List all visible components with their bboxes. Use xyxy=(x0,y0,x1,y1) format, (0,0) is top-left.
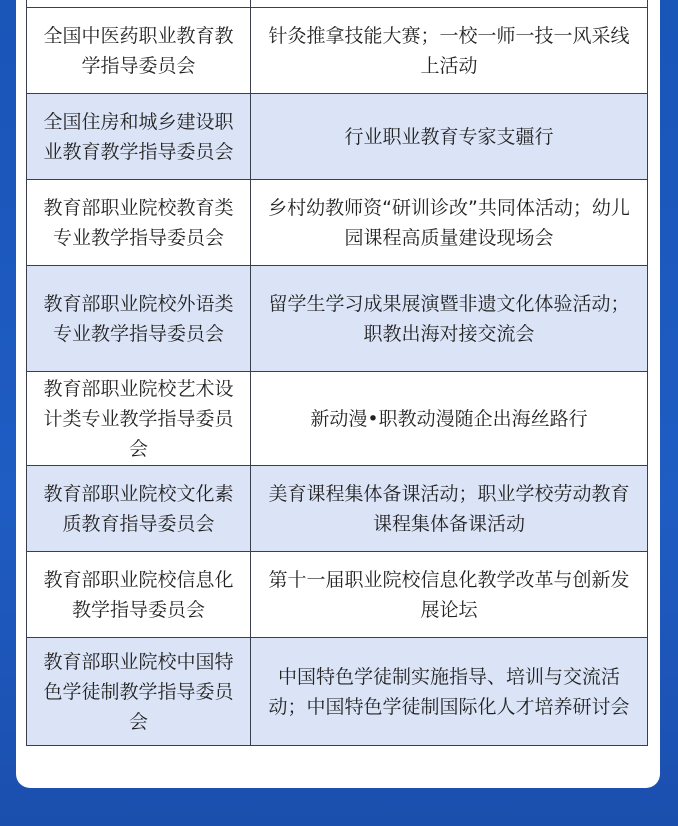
activity-cell: 乡村幼教师资“研训诊改”共同体活动；幼儿园课程高质量建设现场会 xyxy=(251,180,648,266)
activity-cell xyxy=(251,0,648,8)
table-row xyxy=(27,466,648,552)
activity-cell: 新动漫•职教动漫随企出海丝路行 xyxy=(251,372,648,466)
table-row xyxy=(27,638,648,746)
table-row xyxy=(27,180,648,266)
org-cell: 全国住房和城乡建设职业教育教学指导委员会 xyxy=(27,94,251,180)
table-row xyxy=(27,552,648,638)
activity-cell: 第十一届职业院校信息化教学改革与创新发展论坛 xyxy=(251,552,648,638)
activity-cell: 中国特色学徒制实施指导、培训与交流活动；中国特色学徒制国际化人才培养研讨会 xyxy=(251,638,648,746)
org-cell: 全国中医药职业教育教学指导委员会 xyxy=(27,8,251,94)
activity-cell: 行业职业教育专家支疆行 xyxy=(251,94,648,180)
org-cell: 教育部职业院校教育类专业教学指导委员会 xyxy=(27,180,251,266)
table-row xyxy=(27,266,648,372)
org-cell xyxy=(27,0,251,8)
table-row xyxy=(27,8,648,94)
committee-activity-table xyxy=(26,0,648,746)
activity-cell: 针灸推拿技能大赛；一校一师一技一风采线上活动 xyxy=(251,8,648,94)
table-row xyxy=(27,0,648,8)
activity-cell: 留学生学习成果展演暨非遗文化体验活动；职教出海对接交流会 xyxy=(251,266,648,372)
table-row xyxy=(27,372,648,466)
org-cell: 教育部职业院校中国特色学徒制教学指导委员会 xyxy=(27,638,251,746)
org-cell: 教育部职业院校文化素质教育指导委员会 xyxy=(27,466,251,552)
org-cell: 教育部职业院校信息化教学指导委员会 xyxy=(27,552,251,638)
table-row xyxy=(27,94,648,180)
org-cell: 教育部职业院校艺术设计类专业教学指导委员会 xyxy=(27,372,251,466)
activity-cell: 美育课程集体备课活动；职业学校劳动教育课程集体备课活动 xyxy=(251,466,648,552)
org-cell: 教育部职业院校外语类专业教学指导委员会 xyxy=(27,266,251,372)
